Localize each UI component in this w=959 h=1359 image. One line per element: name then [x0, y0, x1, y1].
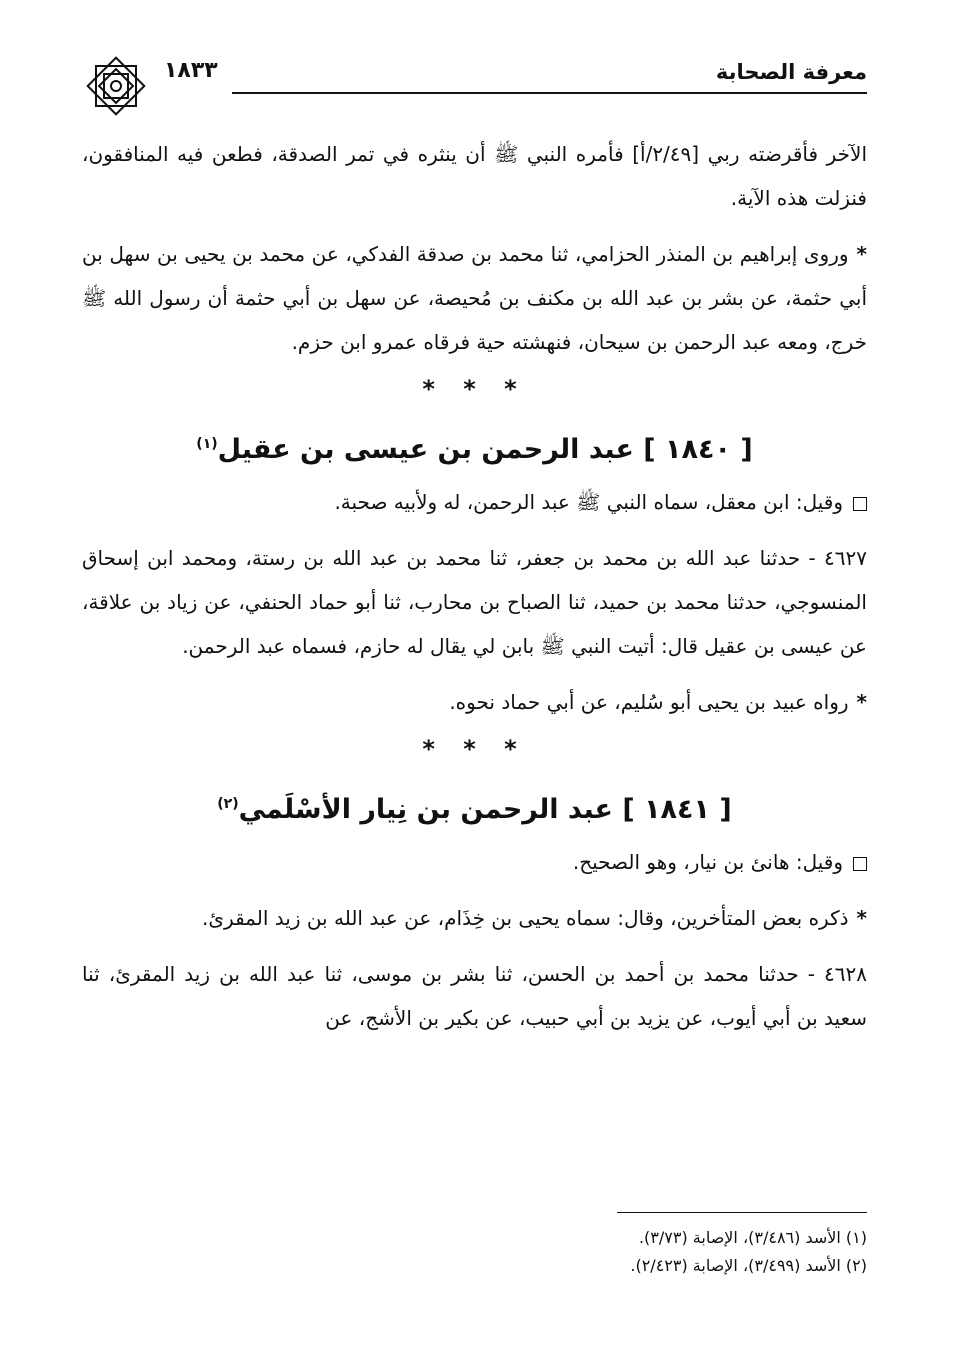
footnote: (١) الأسد (٣/٤٨٦)، الإصابة (٣/٧٣). — [638, 1228, 867, 1247]
page-number: ١٨٣٣ — [164, 58, 218, 83]
header-rule — [232, 92, 867, 94]
paragraph-narration — [82, 896, 867, 940]
main-text — [82, 132, 867, 1040]
octagram-ornament-icon — [82, 52, 150, 120]
section-separator: * * * — [422, 375, 527, 403]
entry-heading — [82, 774, 867, 840]
paragraph-hadith: ٤٦٢٧ - حدثنا عبد الله بن محمد بن جعفر، ثنا محمد بن عبد الله بن رستة، ومحمد ابن إسحاق المنسوجي، حدثنا محمد بن حميد، ثنا الصباح بن محارب، ثنا أبو حماد الحنفي، عن زياد بن علاقة، عن عيسى بن عقيل قال: أتيت النبي ﷺ بابن لي يقال له حازم، فسماه عبد الرحمن. — [82, 546, 867, 658]
hollow-square-icon — [853, 497, 867, 511]
entry-title: [ ١٨٤٠ ] عبد الرحمن بن عيسى بن عقيل — [217, 434, 753, 465]
hollow-square-icon — [853, 857, 867, 871]
paragraph-continuation: الآخر فأقرضته ربي [٢/٤٩/أ] فأمره النبي ﷺ أن ينثره في تمر الصدقة، فطعن فيه المنافقون، فنزلت هذه الآية. — [82, 142, 867, 210]
asterisk-mark: * — [856, 690, 867, 714]
page-header — [82, 52, 867, 102]
entry-heading — [82, 414, 867, 480]
paragraph-note — [82, 480, 867, 524]
footnote-ref: (١) — [196, 436, 218, 452]
paragraph-narration — [82, 680, 867, 724]
entry-title: [ ١٨٤١ ] عبد الرحمن بن نِيار الأسْلَمي — [238, 794, 732, 825]
paragraph-text: وروى إبراهيم بن المنذر الحزامي، ثنا محمد بن صدقة الفدكي، عن محمد بن يحيى بن سهل بن أبي حثمة، عن بشر بن عبد الله بن مكنف بن مُحيصة، عن سهل بن أبي حثمة أن رسول الله ﷺ خرج، ومعه عبد الرحمن بن سيحان، فنهشته حية فرقاه عمرو ابن حزم. — [82, 242, 867, 354]
section-separator: * * * — [422, 735, 527, 763]
footnote-ref: (٢) — [217, 796, 239, 812]
paragraph-text: ذكره بعض المتأخرين، وقال: سماه يحيى بن خِذَام، عن عبد الله بن زيد المقرئ. — [202, 906, 849, 930]
paragraph-text: وقيل: هانئ بن نيار، وهو الصحيح. — [572, 850, 843, 874]
footnote-rule — [617, 1212, 867, 1213]
footnote: (٢) الأسد (٣/٤٩٩)، الإصابة (٢/٤٢٣). — [630, 1256, 867, 1275]
paragraph-text: رواه عبيد بن يحيى أبو سُليم، عن أبي حماد نحوه. — [449, 690, 849, 714]
paragraph-hadith: ٤٦٢٨ - حدثنا محمد بن أحمد بن الحسن، ثنا بشر بن موسى، ثنا عبد الله بن زيد المقرئ، ثنا سعيد بن أبي أيوب، عن يزيد بن أبي حبيب، عن بكير بن الأشج، عن — [82, 962, 867, 1030]
asterisk-mark: * — [856, 906, 867, 930]
paragraph-text: وقيل: ابن معقل، سماه النبي ﷺ عبد الرحمن، له ولأبيه صحبة. — [334, 490, 843, 514]
paragraph-narration — [82, 232, 867, 364]
book-title: معرفة الصحابة — [715, 60, 867, 84]
paragraph-note — [82, 840, 867, 884]
asterisk-mark: * — [856, 242, 867, 266]
